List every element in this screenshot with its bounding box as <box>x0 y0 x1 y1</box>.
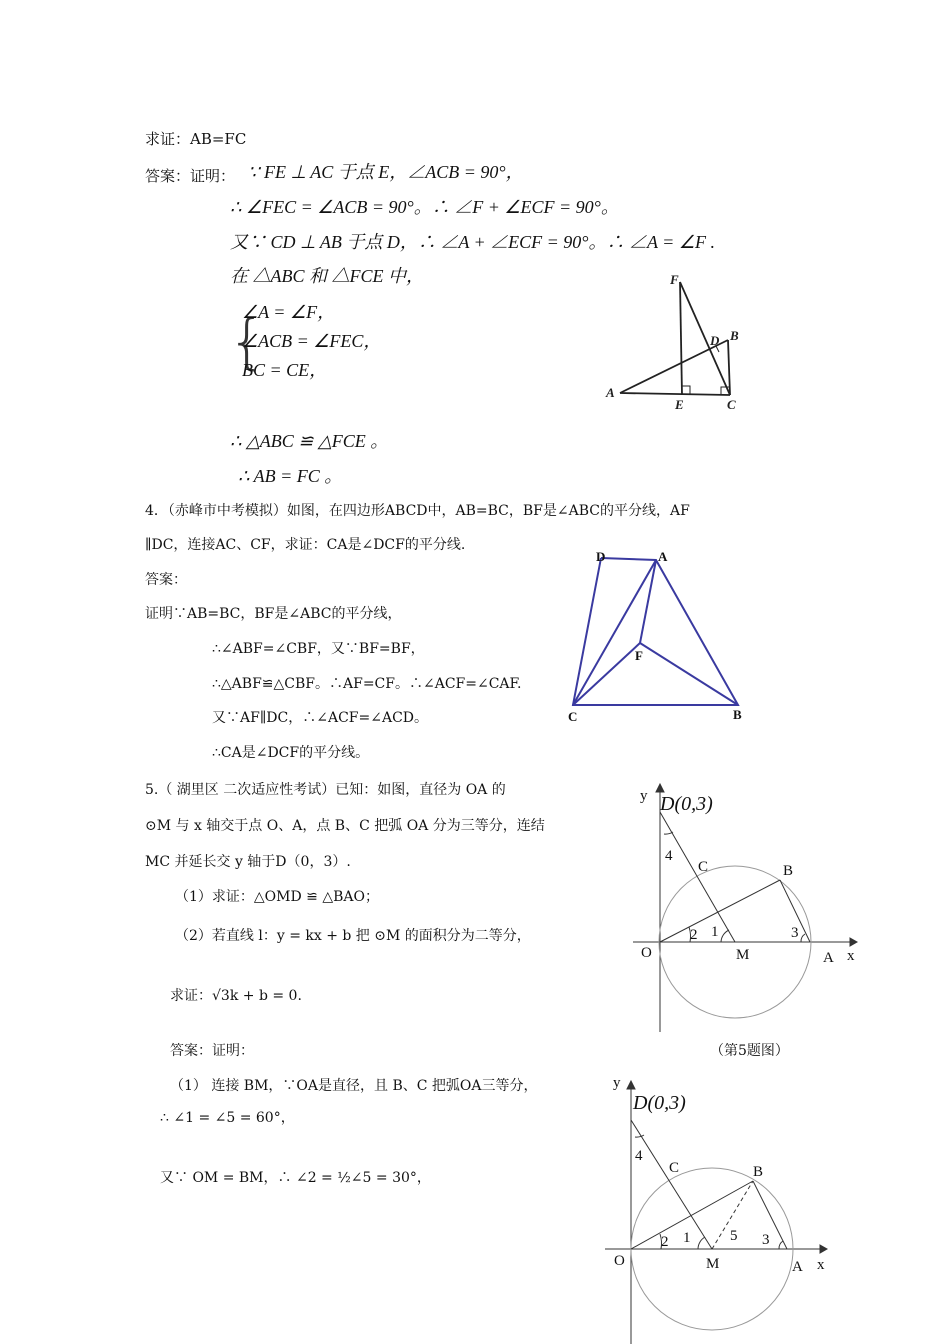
problem-5-text: 5.（ 湖里区 二次适应性考试）已知：如图，直径为 OA 的 <box>145 782 506 798</box>
question-1: （1）求证：△OMD ≌ △BAO； <box>175 889 379 905</box>
proof-line: ∴ ∠FEC = ∠ACB = 90°。∴ ∠F + ∠ECF = 90°。 <box>230 197 619 217</box>
proof-line: 又∵ CD ⊥ AB 于点 D，∴ ∠A + ∠ECF = 90°。∴ ∠A = ∠F . <box>230 232 715 252</box>
label-D: D <box>596 549 606 564</box>
system-line: ∠A = ∠F， <box>242 302 336 322</box>
quadrilateral-figure-p4 <box>560 545 760 730</box>
point-B-label: B <box>783 863 794 879</box>
conclusion-line: ∴ △ABC ≌ △FCE 。 <box>230 431 389 451</box>
point-M-label: M <box>706 1256 720 1272</box>
proof-line: ∴∠ABF=∠CBF，又∵BF=BF， <box>212 641 425 657</box>
angle-4-label: 4 <box>665 848 673 864</box>
problem-5-text: MC 并延长交 y 轴于D（0，3）. <box>145 854 351 870</box>
prove-statement: 求证：AB=FC <box>145 130 247 148</box>
system-line: ∠ACB = ∠FEC， <box>242 331 382 351</box>
system-brace: { <box>228 307 267 377</box>
angle-3-label: 3 <box>762 1232 770 1248</box>
axis-x-label: x <box>817 1257 825 1273</box>
proof-line: 又∵AF∥DC，∴∠ACF=∠ACD。 <box>212 710 429 726</box>
figure-caption: （第5题图） <box>710 1043 789 1059</box>
problem-5-text: ⊙M 与 x 轴交于点 O、A，点 B、C 把弧 OA 分为三等分，连结 <box>145 818 545 834</box>
question-2: （2）若直线 l：y = kx + b 把 ⊙M 的面积分为二等分， <box>175 928 531 944</box>
point-B-label: B <box>753 1164 764 1180</box>
label-D: D <box>710 333 720 348</box>
origin-O-label: O <box>614 1253 625 1269</box>
circle-figure-p5-bottom <box>595 1075 845 1344</box>
label-F: F <box>670 272 679 287</box>
label-C: C <box>568 709 578 724</box>
point-A-label: A <box>823 950 834 966</box>
origin-O-label: O <box>641 945 652 961</box>
angle-2-label: 2 <box>661 1234 669 1250</box>
label-F: F <box>635 648 643 663</box>
point-D-label: D(0,3) <box>660 793 713 815</box>
angle-1-label: 1 <box>711 924 719 940</box>
proof-line: ∵ FE ⊥ AC 于点 E，∠ACB = 90°， <box>248 162 524 182</box>
proof-line: 证明∵AB=BC，BF是∠ABC的平分线， <box>145 606 402 622</box>
axis-x-label: x <box>847 948 855 964</box>
point-D-label: D(0,3) <box>633 1092 686 1114</box>
point-C-label: C <box>669 1160 680 1176</box>
proof-line: ∴CA是∠DCF的平分线。 <box>212 745 370 761</box>
label-C: C <box>727 397 736 412</box>
question-2-claim: 求证：√3k + b = 0. <box>170 988 302 1004</box>
angle-2-label: 2 <box>690 927 698 943</box>
proof-line: 又∵ OM = BM，∴ ∠2 = ½∠5 = 30°， <box>160 1170 431 1186</box>
answer-heading: 答案： <box>145 572 187 588</box>
circle-figure-p5-top <box>625 770 865 1040</box>
angle-3-label: 3 <box>791 925 799 941</box>
angle-1-label: 1 <box>683 1230 691 1246</box>
label-E: E <box>675 397 684 412</box>
label-A: A <box>606 385 615 400</box>
label-B: B <box>730 328 739 343</box>
answer-heading: 答案：证明： <box>170 1043 254 1059</box>
label-A: A <box>658 549 668 564</box>
point-A-label: A <box>792 1259 803 1275</box>
proof-line: （1） 连接 BM，∵OA是直径，且 B、C 把弧OA三等分， <box>170 1078 538 1094</box>
triangle-figure-p3 <box>600 270 760 420</box>
axis-y-label: y <box>640 788 648 804</box>
angle-4-label: 4 <box>635 1148 643 1164</box>
conclusion-line: ∴ AB = FC 。 <box>238 466 343 486</box>
proof-line: ∴△ABF≌△CBF。∴AF=CF。∴∠ACF=∠CAF. <box>212 676 522 692</box>
angle-5-label: 5 <box>730 1228 738 1244</box>
problem-4-text: ∥DC，连接AC、CF，求证：CA是∠DCF的平分线. <box>145 537 466 553</box>
point-M-label: M <box>736 947 750 963</box>
proof-line: ∴ ∠1 = ∠5 = 60°， <box>160 1110 295 1126</box>
point-C-label: C <box>698 859 709 875</box>
axis-y-label: y <box>613 1075 621 1091</box>
label-B: B <box>733 707 742 722</box>
problem-4-text: 4．（赤峰市中考模拟）如图，在四边形ABCD中，AB=BC，BF是∠ABC的平分线，AF <box>145 503 690 519</box>
proof-line: 在 △ABC 和 △FCE 中， <box>230 266 424 286</box>
answer-heading: 答案：证明： <box>145 167 236 185</box>
system-line: BC = CE， <box>242 360 328 380</box>
